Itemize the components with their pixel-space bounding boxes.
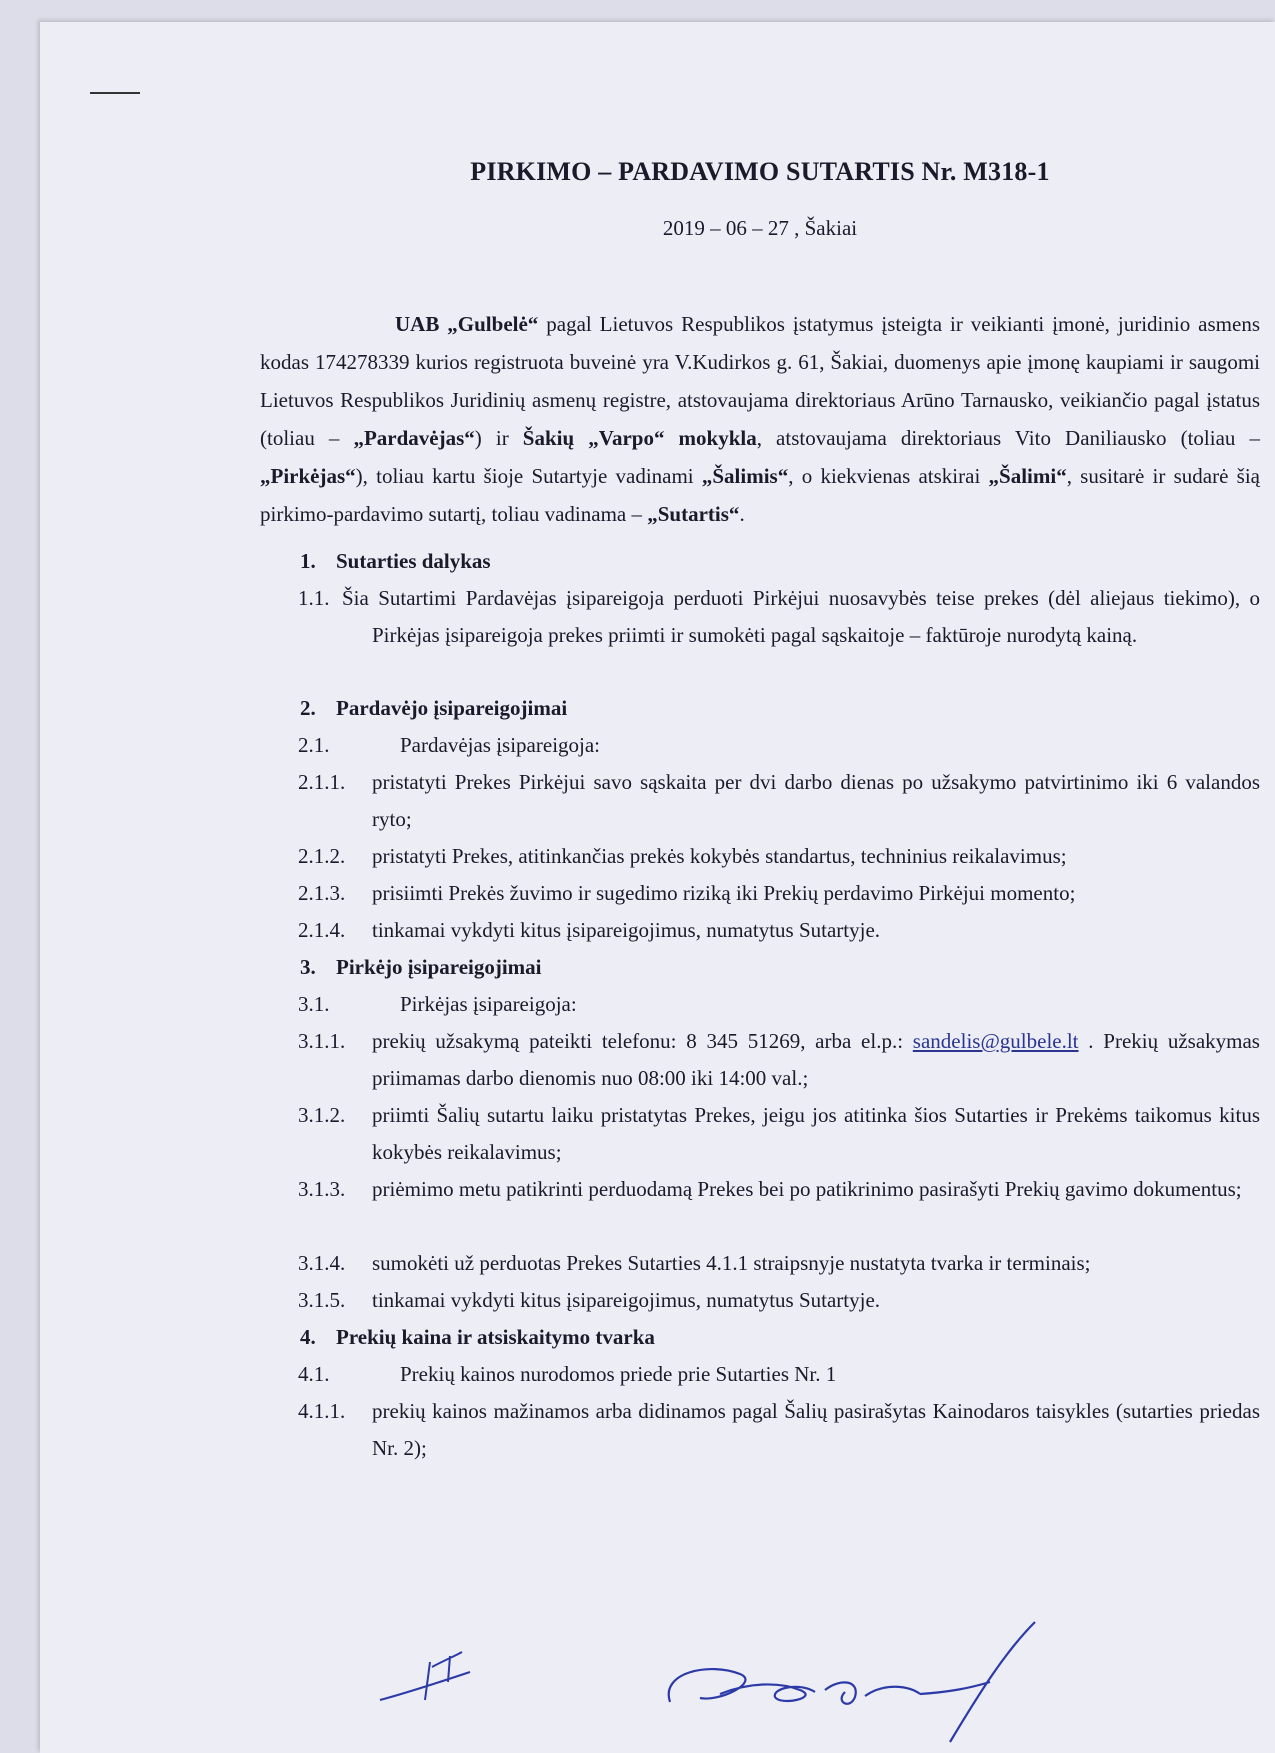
contract-alias: „Sutartis“ [647, 502, 740, 526]
email-link[interactable]: sandelis@gulbele.lt [912, 1029, 1079, 1053]
intro-text: ) ir [474, 426, 523, 450]
seller-signature [650, 1602, 1070, 1752]
intro-text: pagal Lietuvos Respublikos įstatymus įsteigta ir veikianti įmonė, juridinio asmens kodas 174278339 kurios registruota buveinė yra V.Kudirkos g. 61, Šakiai, duomenys apie įmonę kaupiami ir saugomi Lietuvos Respublikos Juridinių asmenų registre, atstovaujama direktoriaus Arūno Tarnausko, veikiančio pagal įstatus (toliau – [260, 312, 1260, 450]
parties-alias: „Šalimis“ [701, 464, 789, 488]
intro-text: . [739, 502, 745, 526]
date-place: 2019 – 06 – 27 , Šakiai [662, 216, 858, 240]
intro-text: , susitarė ir sudarė šią pirkimo-pardavimo sutartį, toliau vadinama – [260, 464, 1260, 526]
buyer-signature [370, 1622, 490, 1712]
buyer-alias: „Pirkėjas“ [260, 464, 356, 488]
page-title: PIRKIMO – PARDAVIMO SUTARTIS Nr. M318-1 [470, 157, 1050, 186]
party-alias: „Šalimi“ [988, 464, 1067, 488]
buyer-name: Šakių „Varpo“ mokykla [522, 426, 757, 450]
scan-mark [90, 92, 140, 94]
seller-name: UAB „Gulbelė“ [395, 312, 539, 336]
intro-text: , o kiekvienas atskirai [788, 464, 989, 488]
seller-alias: „Pardavėjas“ [353, 426, 475, 450]
intro-text: ), toliau kartu šioje Sutartyje vadinami [355, 464, 702, 488]
document-page: PIRKIMO – PARDAVIMO SUTARTIS Nr. M318-1 2019 – 06 – 27 , Šakiai UAB „Gulbelė“ pagal Lietuvos Respublikos įstatymus įsteigta ir veikianti įmonė, juridinio asmens kodas 174278339 kurios registruota buveinė yra V.Kudirkos g. 61, Šakiai, duomenys apie įmonę kaupiami ir saugomi Lietuvos Respublikos Juridinių asmenų registre, atstovaujama direktoriaus Arūno Tarnausko, veikiančio pagal įstatus (toliau – „Pardavėjas“) ir Šakių „Varpo“ mokykla, atstovaujama direktoriaus Vito Daniliausko (toliau – „Pirkėjas“), toliau kartu šioje Sutartyje vadinami „Šalimis“, o kiekvienas atskirai „Šalimi“, susitarė ir sudarė šią pirkimo-pardavimo sutartį, toliau vadinama – „Sutartis“. 1. Sutarties dalykas 1.1. Šia Sutartimi Pardavėjas įsipareigoja perduoti Pirkėjui nuosavybės teise prekes (dėl aliejaus tiekimo), o Pirkėjas įsipareigoja prekes priimti ir sumokėti pagal sąskaitoje – faktūroje nurodytą kainą. 2. Pardavėjo įsipareigojimai 2.1. Pardavėjas įsipareigoja: 2.1.1. pristatyti Prekes Pirkėjui savo sąskaita per dvi darbo dienas po užsakymo patvirtinimo iki 6 valandos ryto; 2.1.2. pristatyti Prekes, atitinkančias prekės kokybės standartus, techninius reikalavimus; 2.1.3. prisiimti Prekės žuvimo ir sugedimo riziką iki Prekių perdavimo Pirkėjui momento; 2.1.4. tinkamai vykdyti kitus įsipareigojimus, numatytus Sutartyje. 3. Pirkėjo įsipareigojimai 3.1. Pirkėjas įsipareigoja: 3.1.1. prekių užsakymą pateikti telefonu: 8 345 51269, arba el.p.: sandelis@gulbele.lt . Prekių užsakymas priimamas darbo dienomis nuo 08:00 iki 14:00 val.; 3.1.2. priimti Šalių sutartu laiku pristatytas Prekes, jeigu jos atitinka šios Sutarties ir Prekėms taikomus kitus kokybės reikalavimus; 3.1.3. priėmimo metu patikrinti perduodamą Prekes bei po patikrinimo pasirašyti Prekių gavimo dokumentus; 3.1.4. sumokėti už perduotas Prekes Sutarties 4.1.1 straipsnyje nustatyta tvarka ir terminais; 3.1.5. tinkamai vykdyti kitus įsipareigojimus, numatytus Sutartyje. 4. Prekių kaina ir atsiskaitymo tvarka 4.1. Prekių kainos nurodomos priede prie Sutarties Nr. 1 4.1.1. prekių kainos mažinamos arba didinamos pagal Šalių pasirašytas Kainodaros taisykles (sutarties priedas Nr. 2); [40, 22, 1275, 1753]
intro-paragraph [260, 305, 1260, 533]
intro-text: , atstovaujama direktoriaus Vito Daniliausko (toliau – [756, 426, 1260, 450]
